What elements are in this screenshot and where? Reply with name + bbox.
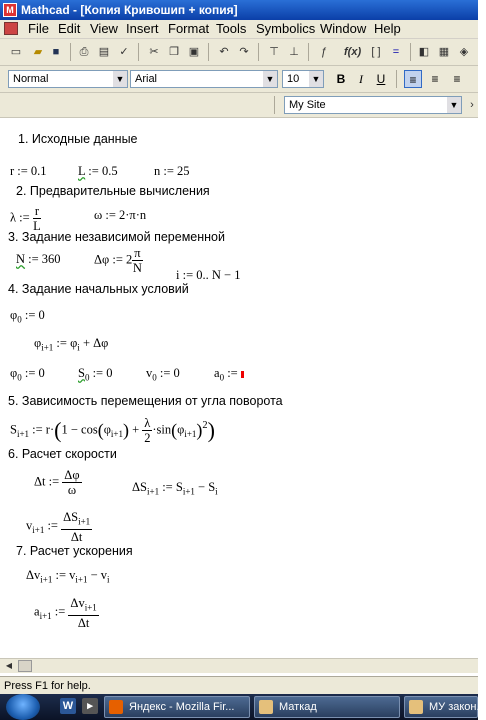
menu-view[interactable]: View xyxy=(90,21,118,36)
calculate-icon[interactable]: = xyxy=(392,46,400,58)
firefox-icon xyxy=(109,700,123,714)
horizontal-scrollbar[interactable] xyxy=(0,658,478,673)
eq-range-i[interactable]: i := 0.. N − 1 xyxy=(176,268,241,282)
heading-acceleration: 7. Расчет ускорения xyxy=(16,544,133,558)
align-right-icon[interactable]: ≡ xyxy=(453,72,461,86)
go-arrow-icon[interactable]: › xyxy=(470,99,474,111)
new-document-icon[interactable]: ▭ xyxy=(10,46,22,58)
eq-delta-v[interactable]: $\Delta v_{i+1}$ := $v_{i+1} - v_i$ xyxy=(26,568,110,585)
chevron-down-icon: ▼ xyxy=(113,71,127,87)
font-size-value: 10 xyxy=(287,73,300,85)
insert-matrix-icon[interactable]: ▦ xyxy=(438,46,450,58)
eq-v0[interactable]: $v_0$ := 0 xyxy=(146,366,180,383)
show-desktop-icon[interactable]: ▸ xyxy=(82,698,98,714)
eq-S0[interactable]: $S_0$ := 0 xyxy=(78,366,113,383)
menu-file[interactable]: File xyxy=(28,21,49,36)
start-button[interactable] xyxy=(6,694,40,720)
eq-lambda[interactable]: λ := $\frac{r}{L}$ xyxy=(10,204,41,233)
menu-edit[interactable]: Edit xyxy=(58,21,81,36)
task-label-mathcad: Маткад xyxy=(279,701,317,713)
insert-function-fx-icon[interactable]: f(x) xyxy=(344,46,362,58)
scroll-left-icon[interactable]: ◀ xyxy=(5,661,13,670)
eq-delta-S[interactable]: $\Delta S_{i+1}$ := $S_{i+1} - S_i$ xyxy=(132,480,218,497)
heading-initial-conditions: 4. Задание начальных условий xyxy=(8,282,189,296)
folder-icon xyxy=(259,700,273,714)
task-firefox[interactable] xyxy=(104,696,250,718)
chevron-down-icon: ▼ xyxy=(263,71,277,87)
align-top-icon[interactable]: ⊤ xyxy=(269,46,279,58)
align-left-icon[interactable]: ≡ xyxy=(404,70,422,88)
menu-help[interactable]: Help xyxy=(374,21,401,36)
eq-phi-recurrence[interactable]: $\varphi_{i+1}$ := $\varphi_i + \Delta\varphi$ xyxy=(34,336,109,353)
task-label-mu: МУ закон... xyxy=(429,701,486,713)
eq-phi0-second[interactable]: $\varphi_0$ := 0 xyxy=(10,366,45,383)
heading-independent-variable: 3. Задание независимой переменной xyxy=(8,230,225,244)
resources-icon[interactable]: ◈ xyxy=(459,46,469,58)
site-value: My Site xyxy=(289,99,326,111)
word-icon[interactable]: W xyxy=(60,698,76,714)
document-icon[interactable] xyxy=(4,22,18,35)
resource-toolbar xyxy=(0,93,478,118)
eq-v[interactable]: $v_{i+1}$ := $\frac{\Delta S_{i+1}}{\Delta t}$ xyxy=(26,510,91,544)
underline-button[interactable]: U xyxy=(376,72,386,86)
placeholder-marker xyxy=(241,371,244,378)
menu-format[interactable]: Format xyxy=(168,21,210,36)
task-label-firefox: Яндекс - Mozilla Fir... xyxy=(129,701,235,713)
eq-delta-t[interactable]: Δt := $\frac{\Delta\varphi}{\omega}$ xyxy=(34,468,80,497)
menu-tools[interactable]: Tools xyxy=(216,21,247,36)
site-dropdown[interactable] xyxy=(284,96,462,114)
insert-graph-icon[interactable]: ◧ xyxy=(418,46,430,58)
task-mu[interactable] xyxy=(404,696,486,718)
heading-preliminary: 2. Предварительные вычисления xyxy=(16,184,210,198)
eq-r[interactable]: r := 0.1 xyxy=(10,164,47,178)
copy-icon[interactable]: ❐ xyxy=(169,46,179,58)
window-title: Mathcad - [Копия Кривошип + копия] xyxy=(21,3,238,17)
bold-button[interactable]: B xyxy=(336,72,346,86)
worksheet[interactable] xyxy=(0,118,478,658)
eq-N[interactable]: N := 360 xyxy=(16,252,61,266)
italic-button[interactable]: I xyxy=(359,72,363,86)
scrollbar-thumb[interactable] xyxy=(18,660,32,672)
align-down-icon[interactable]: ⊥ xyxy=(289,46,299,58)
eq-delta-phi[interactable]: Δφ := 2 $\frac{\pi}{N}$ xyxy=(94,246,142,275)
menu-symbolics[interactable]: Symbolics xyxy=(256,21,316,36)
undo-icon[interactable]: ↶ xyxy=(219,46,229,58)
formatting-toolbar xyxy=(0,66,478,93)
menu-bar xyxy=(0,20,478,39)
eq-L[interactable]: L := 0.5 xyxy=(78,164,118,178)
title-bar xyxy=(0,0,478,20)
status-bar xyxy=(0,676,478,695)
eq-a0[interactable]: $a_0$ := xyxy=(214,366,244,383)
mathcad-app-icon[interactable]: M xyxy=(3,3,17,17)
eq-n[interactable]: n := 25 xyxy=(154,164,190,178)
style-value: Normal xyxy=(13,73,49,85)
redo-icon[interactable]: ↷ xyxy=(239,46,249,58)
heading-displacement: 5. Зависимость перемещения от угла поворота xyxy=(8,394,283,408)
paste-icon[interactable]: ▣ xyxy=(188,46,200,58)
cut-icon[interactable]: ✂ xyxy=(149,46,159,58)
insert-unit-icon[interactable]: [ ] xyxy=(371,46,381,58)
spell-check-icon[interactable]: ✓ xyxy=(119,46,129,58)
style-dropdown[interactable] xyxy=(8,70,128,88)
folder-icon xyxy=(409,700,423,714)
eq-omega[interactable]: ω := 2·π·n xyxy=(94,208,147,222)
menu-window[interactable]: Window xyxy=(320,21,367,36)
align-center-icon[interactable]: ≡ xyxy=(431,72,439,86)
print-icon[interactable]: ⎙ xyxy=(79,46,89,58)
eq-a[interactable]: $a_{i+1}$ := $\frac{\Delta v_{i+1}}{\Delta t}$ xyxy=(34,596,97,630)
chevron-down-icon: ▼ xyxy=(447,97,461,113)
save-icon[interactable]: ■ xyxy=(52,46,60,58)
standard-toolbar xyxy=(0,39,478,66)
heading-velocity: 6. Расчет скорости xyxy=(8,447,117,461)
font-size-dropdown[interactable] xyxy=(282,70,324,88)
open-folder-icon[interactable]: ▰ xyxy=(33,46,43,58)
menu-insert[interactable]: Insert xyxy=(126,21,159,36)
chevron-down-icon: ▼ xyxy=(309,71,323,87)
heading-input-data: 1. Исходные данные xyxy=(18,132,138,146)
task-mathcad[interactable] xyxy=(254,696,400,718)
eq-S[interactable]: $S_{i+1}$ := $r\cdot(1 - \cos(\varphi_{i+1})$ + $\frac{\lambda}{2}$ $\cdot\sin(\varphi_{i+1})^2$) xyxy=(10,416,215,445)
font-dropdown[interactable] xyxy=(130,70,278,88)
print-preview-icon[interactable]: ▤ xyxy=(98,46,110,58)
font-value: Arial xyxy=(135,73,158,85)
status-help-text: Press F1 for help. xyxy=(4,680,91,692)
insert-function-icon[interactable]: ƒ xyxy=(320,46,328,58)
taskbar xyxy=(0,694,486,720)
eq-phi0[interactable]: $\varphi_0$ := 0 xyxy=(10,308,45,325)
